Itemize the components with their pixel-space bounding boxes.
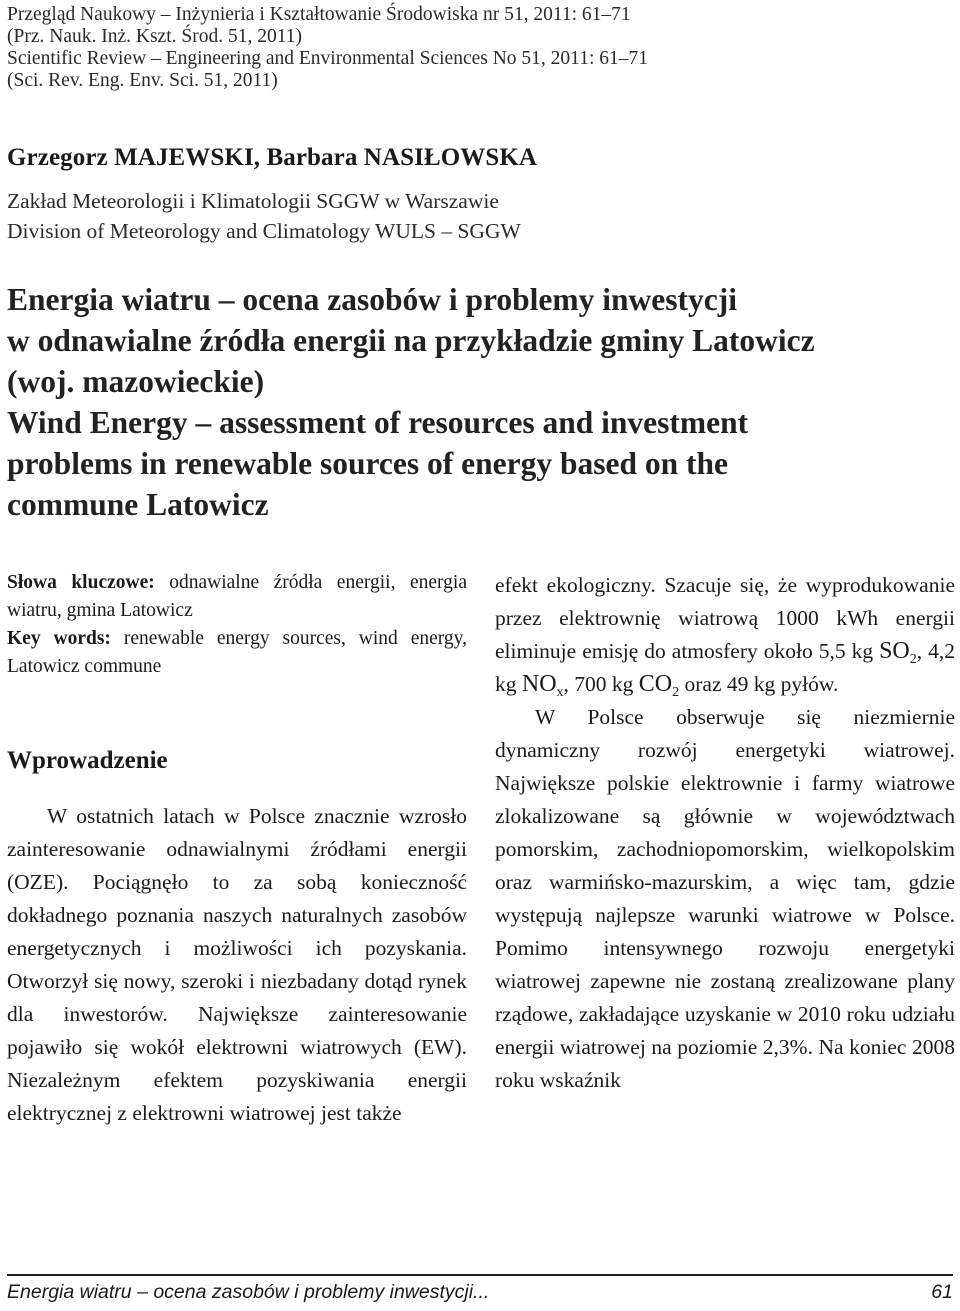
emissions-text-b: , 4,2 kg bbox=[495, 639, 955, 696]
keywords-en-label: Key words: bbox=[7, 628, 111, 649]
journal-header bbox=[7, 4, 947, 92]
left-column bbox=[7, 571, 467, 1130]
header-line-1: Przegląd Naukowy – Inżynieria i Kształtowanie Środowiska nr 51, 2011: 61–71 bbox=[7, 4, 631, 25]
so2-formula bbox=[879, 638, 917, 667]
nox-formula bbox=[521, 671, 564, 700]
keywords-pl-text: odnawialne źródła energii, energia wiatru, gmina Latowicz bbox=[7, 572, 467, 621]
emissions-paragraph bbox=[495, 569, 955, 701]
co-text: CO bbox=[638, 671, 673, 697]
right-column bbox=[495, 569, 955, 1097]
title-pl-line-1: Energia wiatru – ocena zasobów i problemy inwestycji bbox=[7, 282, 737, 317]
keywords-en-text: renewable energy sources, wind energy, Latowicz commune bbox=[7, 628, 467, 677]
running-title: Energia wiatru – ocena zasobów i problemy inwestycji... bbox=[7, 1281, 490, 1303]
intro-paragraph: W ostatnich latach w Polsce znacznie wzrosło zainteresowanie odnawialnymi źródłami energii (OZE). Pociągnęło to za sobą konieczność dokładnego poznania naszych naturalnych zasobów energetycznych i możliwości ich pozyskania. Otworzył się nowy, szeroki i niezbadany dotąd rynek dla inwestorów. Największe zainteresowanie pojawiło się wokół elektrowni wiatrowych (EW). Niezależnym efektem pozyskiwania energii elektrycznej z elektrowni wiatrowej jest także bbox=[7, 804, 467, 1125]
keywords-en bbox=[7, 625, 467, 681]
affiliation-pl: Zakład Meteorologii i Klimatologii SGGW w Warszawie bbox=[7, 189, 499, 213]
keywords-pl-label: Słowa kluczowe: bbox=[7, 572, 155, 593]
emissions-text-a: efekt ekologiczny. Szacuje się, że wyprodukowanie przez elektrownię wiatrową 1000 kWh energii eliminuje emisję do atmosfery około 5,5 kg bbox=[495, 573, 955, 663]
co2-formula bbox=[638, 671, 680, 700]
header-line-4: (Sci. Rev. Eng. Env. Sci. 51, 2011) bbox=[7, 70, 278, 91]
footer-divider bbox=[7, 1274, 953, 1276]
affiliation-en: Division of Meteorology and Climatology WULS – SGGW bbox=[7, 219, 521, 243]
header-line-3: Scientific Review – Engineering and Environmental Sciences No 51, 2011: 61–71 bbox=[7, 48, 649, 69]
emissions-text-d: oraz 49 kg pyłów. bbox=[679, 672, 839, 696]
page-number: 61 bbox=[931, 1281, 953, 1303]
header-line-2: (Prz. Nauk. Inż. Kszt. Środ. 51, 2011) bbox=[7, 26, 302, 47]
no-subscript: x bbox=[556, 685, 564, 700]
title-en-line-2: problems in renewable sources of energy based on the bbox=[7, 446, 728, 481]
affiliation bbox=[7, 186, 521, 246]
co-subscript: 2 bbox=[672, 685, 680, 700]
title-pl-line-3: (woj. mazowieckie) bbox=[7, 364, 265, 399]
keywords bbox=[7, 569, 467, 681]
no-text: NO bbox=[521, 671, 557, 697]
section-heading: Wprowadzenie bbox=[7, 747, 168, 774]
wind-development-paragraph: W Polsce obserwuje się niezmiernie dynamiczny rozwój energetyki wiatrowej. Największe polskie elektrownie i farmy wiatrowe zlokalizowane są głównie w województwach pomorskim, zachodniopomorskim, wielkopolskim oraz warmińsko-mazurskim, a więc tam, gdzie występują najlepsze warunki wiatrowe w Polsce. Pomimo intensywnego rozwoju energetyki wiatrowej zapewne nie zostaną zrealizowane plany rządowe, zakładające uzyskanie w 2010 roku udziału energii wiatrowej na poziomie 2,3%. Na koniec 2008 roku wskaźnik bbox=[495, 705, 955, 1092]
title-en-line-1: Wind Energy – assessment of resources and investment bbox=[7, 405, 749, 440]
title-en-line-3: commune Latowicz bbox=[7, 487, 269, 522]
authors: Grzegorz MAJEWSKI, Barbara NASIŁOWSKA bbox=[7, 144, 538, 171]
so-subscript: 2 bbox=[909, 652, 917, 667]
keywords-pl bbox=[7, 569, 467, 625]
emissions-text-c: , 700 kg bbox=[563, 672, 639, 696]
article-title bbox=[7, 279, 947, 525]
title-pl-line-2: w odnawialne źródła energii na przykładzie gminy Latowicz bbox=[7, 323, 815, 358]
so-text: SO bbox=[879, 638, 910, 664]
